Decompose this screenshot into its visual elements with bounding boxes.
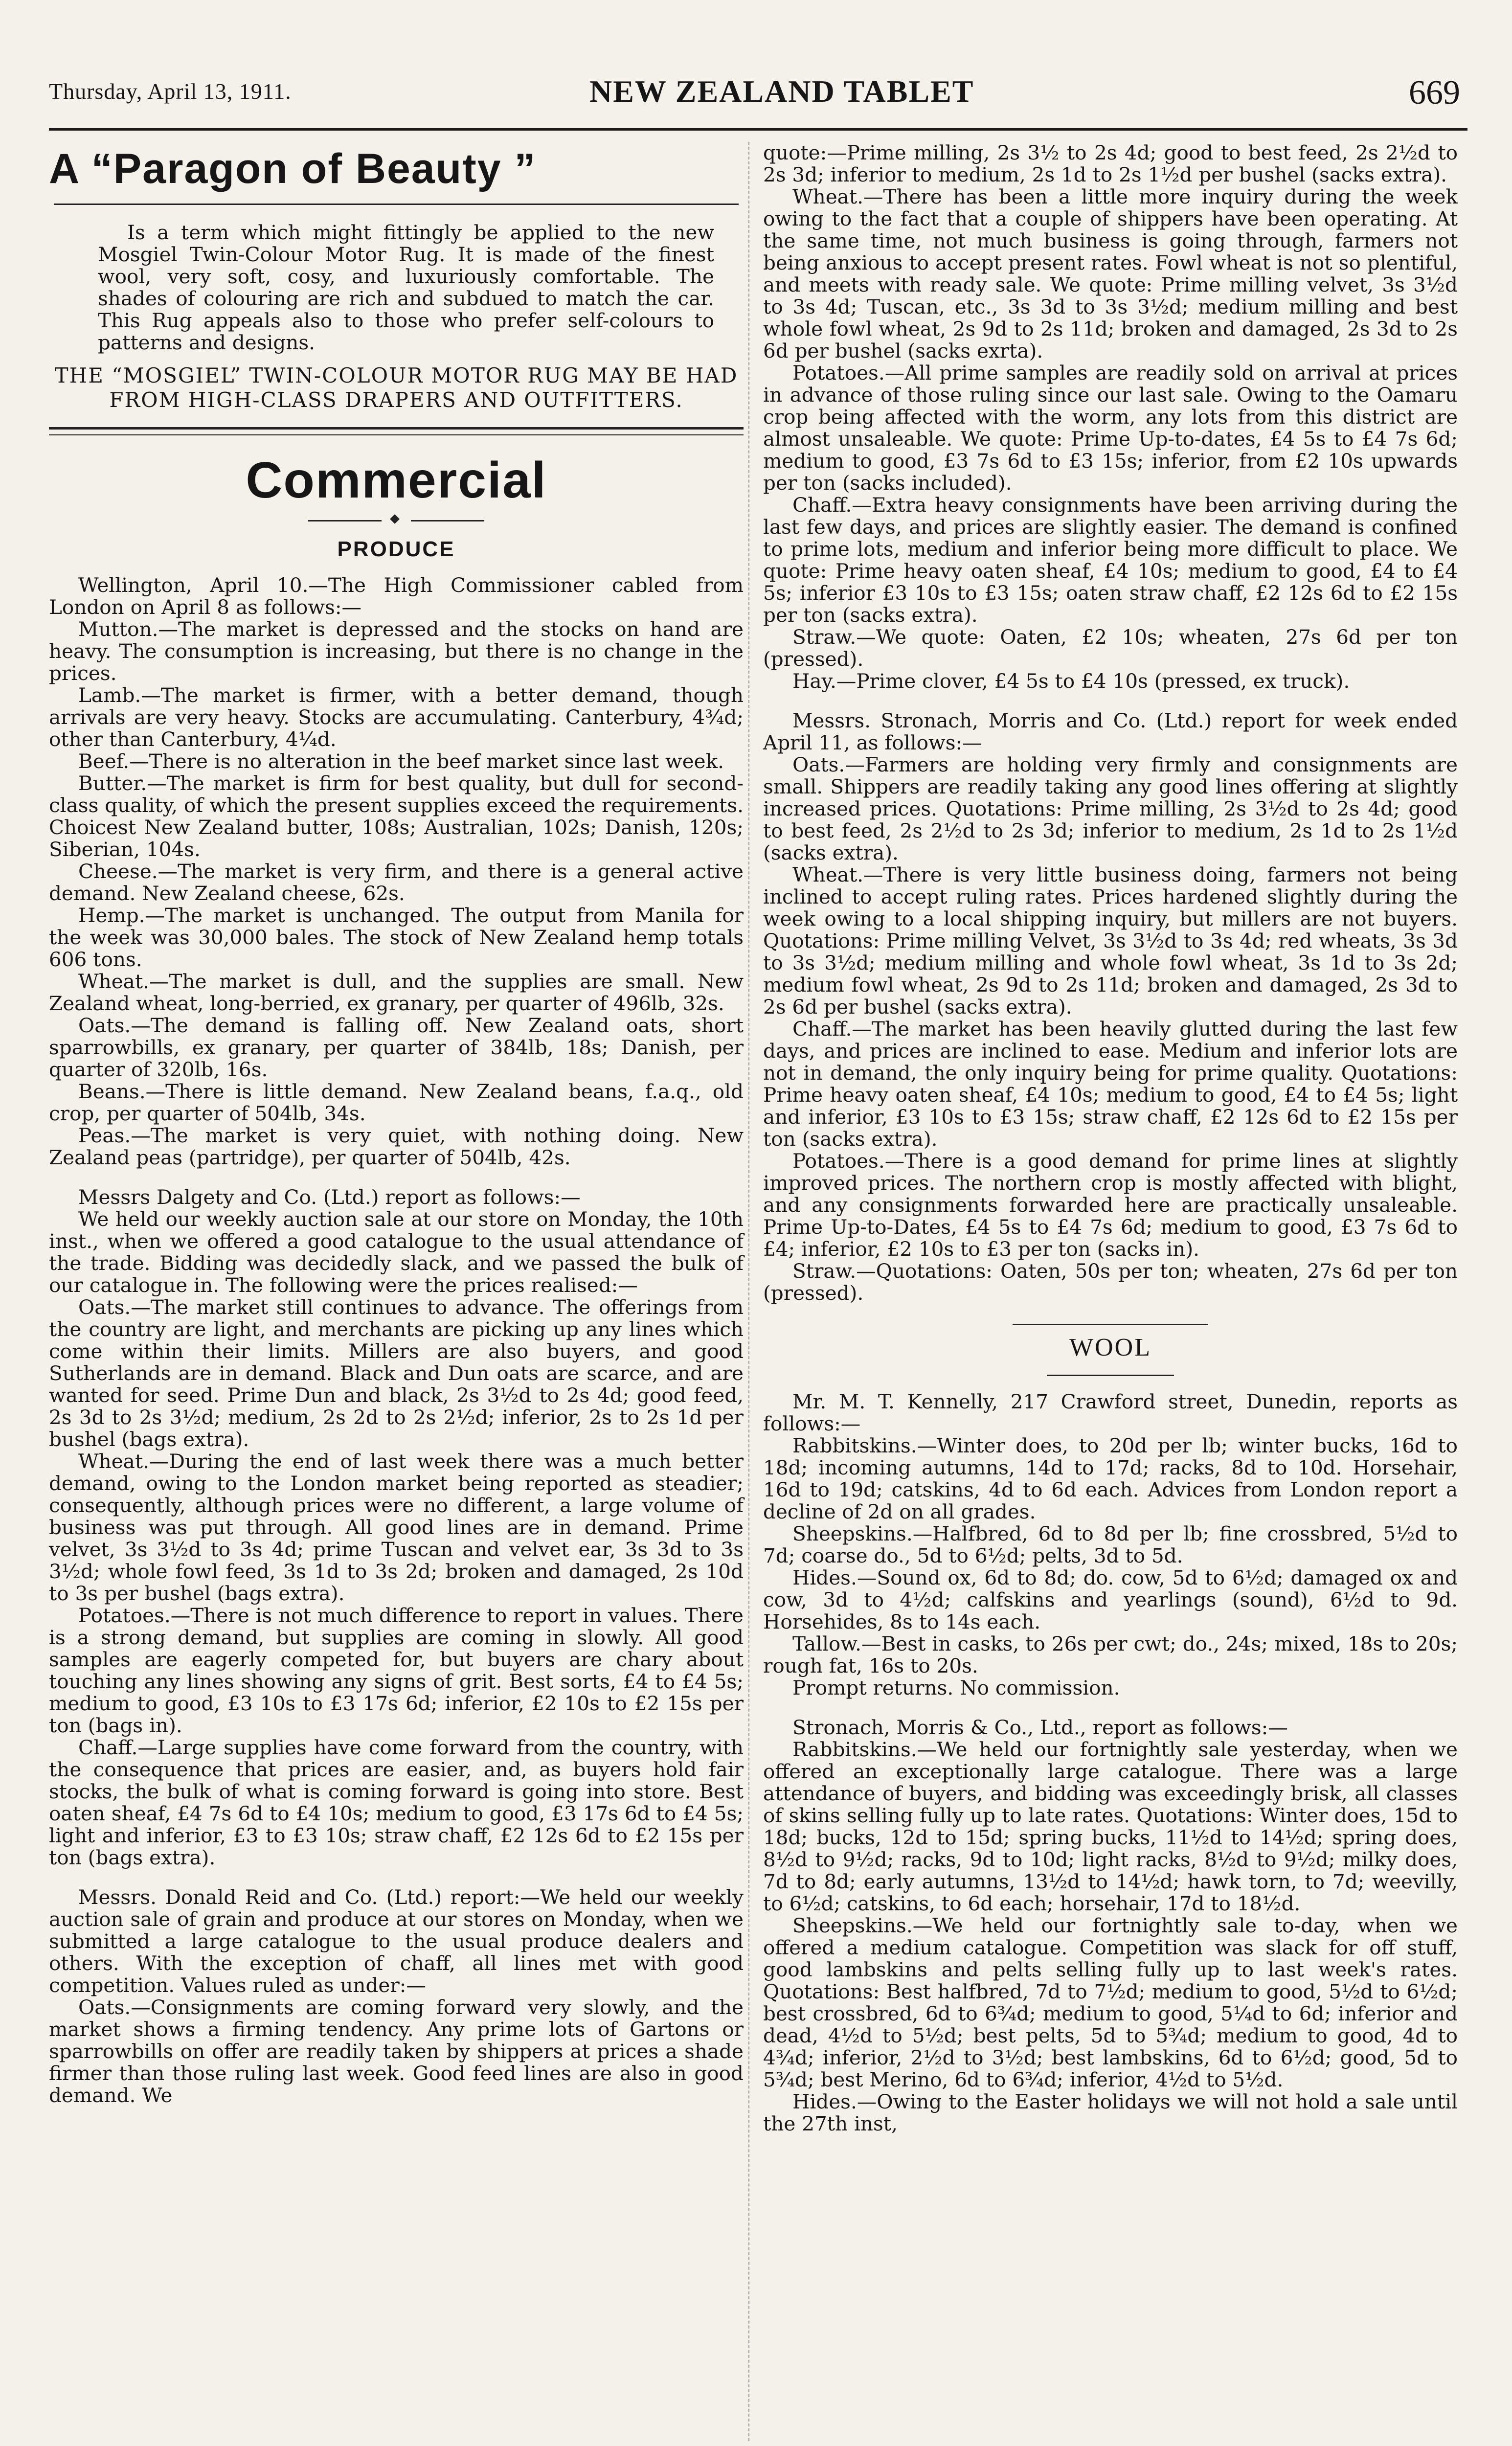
report-paragraph: Oats.—Consignments are coming forward very slowly, and the market shows a firming tendency. Any prime lots of Gartons or sparrowbills on offer are readily taken by shippers at prices a shade firmer than those ruling last week. Good feed lines are also in good demand. We (49, 1995, 744, 2107)
report-paragraph: Lamb.—The market is firmer, with a better demand, though arrivals are very heavy. Stocks are accumulating. Canterbury, 4¾d; other than Canterbury, 4¼d. (49, 683, 744, 751)
report-paragraph: quote:—Prime milling, 2s 3½ to 2s 4d; good to best feed, 2s 2½d to 2s 3d; inferior to medium, 2s 1d to 2s 1½d per bushel (sacks extra). (763, 141, 1458, 186)
report-paragraph: Butter.—The market is firm for best quality, but dull for second-class quality, of which the present supplies exceed the requirements. Choicest New Zealand butter, 108s; Australian, 102s; Danish, 120s; Siberian, 104s. (49, 771, 744, 861)
report-paragraph: Peas.—The market is very quiet, with nothing doing. New Zealand peas (partridge), per quarter of 504lb, 42s. (49, 1124, 744, 1169)
commercial-section (49, 450, 744, 2106)
report-paragraph: Oats.—Farmers are holding very firmly and consignments are small. Shippers are readily taking any good lines offering at slightly increased prices. Quotations: Prime milling, 2s 3½d to 2s 4d; good to best feed, 2s 2½d to 2s 3d; inferior to medium, 2s 1d to 2s 1½d (sacks extra). (763, 753, 1458, 864)
report-paragraph: Wellington, April 10.—The High Commissioner cabled from London on April 8 as follows:— (49, 573, 744, 619)
wool-paragraph: Prompt returns. No commission. (792, 1676, 1120, 1699)
wool-paragraph: Hides.—Owing to the Easter holidays we will not hold a sale until the 27th inst, (763, 2090, 1458, 2135)
wool-paragraph: Mr. M. T. Kennelly, 217 Crawford street, Dunedin, reports as follows:— (763, 1390, 1458, 1435)
column-divider (748, 142, 749, 2441)
report-paragraph: Straw.—We quote: Oaten, £2 10s; wheaten, 27s 6d per ton (pressed). (763, 625, 1458, 671)
advert-rule (54, 204, 739, 205)
produce-report-right (763, 142, 1458, 692)
report-paragraph: Chaff.—The market has been heavily glutted during the last few days, and prices are inclined to ease. Medium and inferior lots are not in demand, the only inquiry being for prime quality. Quotations: Prime heavy oaten sheaf, £4 10s; medium to good, £4 to £4 5s; light and inferior, £3 10s to £3 15s; straw chaff, £2 12s 6d to £2 15s per ton (sacks extra). (763, 1017, 1458, 1151)
report-paragraph: Cheese.—The market is very firm, and there is a general active demand. New Zealand cheese, 62s. (49, 860, 744, 905)
report-paragraph: Potatoes.—There is a good demand for prime lines at slightly improved prices. The northern crop is mostly affected with blight, and any consignments forwarded here are practically unsaleable. Prime Up-to-Dates, £4 5s to £4 7s 6d; medium to good, £3 7s 6d to £4; inferior, £2 10s to £3 per ton (sacks in). (763, 1149, 1458, 1261)
masthead-rule (49, 128, 1467, 131)
commercial-title: Commercial (246, 452, 547, 509)
report-paragraph: Wheat.—There has been a little more inquiry during the week owing to the fact that a couple of shippers have been operating. At the same time, not much business is going through, farmers not being anxious to accept present rates. Fowl wheat is not so plentiful, and meets with ready sale. We quote: Prime milling velvet, 3s 3½d to 3s 4d; Tuscan, etc., 3s 3d to 3s 3½d; medium milling and best whole fowl wheat, 2s 9d to 2s 11d; broken and damaged, 2s 3d to 2s 6d per bushel (sacks exrta). (763, 185, 1458, 362)
wool-paragraph: Sheepskins.—We held our fortnightly sale to-day, when we offered a medium catalogue. Competition was slack for off stuff, good lambskins and pelts selling fully up to last week's rates. Quotations: Best halfbred, 7d to 7½d; medium to good, 5½d to 6½d; best crossbred, 6d to 6¾d; medium to good, 5¼d to 6d; inferior and dead, 4½d to 5½d; best pelts, 5d to 5¾d; medium to good, 4d to 4¾d; inferior, 2½d to 3½d; best lambskins, 6d to 6½d; good, 5d to 5¾d; best Merino, 6d to 6¾d; inferior, 4½d to 5½d. (763, 1914, 1458, 2091)
issue-date: Thursday, April 13, 1911. (49, 79, 292, 104)
report-paragraph: Messrs Dalgety and Co. (Ltd.) report as follows:— (78, 1185, 581, 1209)
kennelly-report (763, 1391, 1458, 1699)
wool-paragraph: Tallow.—Best in casks, to 26s per cwt; do., 24s; mixed, 18s to 20s; rough fat, 16s to 20s. (763, 1632, 1458, 1677)
report-paragraph: Potatoes.—There is not much difference to report in values. There is a strong demand, but supplies are coming in slowly. All good samples are eagerly competed for, but buyers are chary about touching any lines showing any signs of grit. Best sorts, £4 to £4 5s; medium to good, £3 10s to £3 17s 6d; inferior, £2 10s to £2 15s per ton (bags in). (49, 1604, 744, 1737)
ornament-divider (308, 516, 484, 525)
report-paragraph: Chaff.—Large supplies have come forward from the country, with the consequence that prices are easier, and, as buyers hold fair stocks, the bulk of what is coming forward is going into store. Best oaten sheaf, £4 7s 6d to £4 10s; medium to good, £3 17s 6d to £4 5s; light and inferior, £3 to £3 10s; straw chaff, £2 12s 6d to £2 15s per ton (bags extra). (49, 1736, 744, 1869)
report-paragraph: Chaff.—Extra heavy consignments have been arriving during the last few days, and prices are slightly easier. The demand is confined to prime lots, medium and inferior being more difficult to place. We quote: Prime heavy oaten sheaf, £4 10s; medium to good, £4 to £4 5s; inferior £3 10s to £3 15s; oaten straw chaff, £2 12s 6d to £2 15s per ton (sacks extra). (763, 493, 1458, 627)
report-paragraph: Mutton.—The market is depressed and the stocks on hand are heavy. The consumption is increasing, but there is no change in the prices. (49, 617, 744, 685)
report-paragraph: Potatoes.—All prime samples are readily sold on arrival at prices in advance of those ruling since our last sale. Owing to the Oamaru crop being affected with the worm, any lots from this district are almost unsaleable. We quote: Prime Up-to-dates, £4 5s to £4 7s 6d; medium to good, £3 7s 6d to £3 15s; inferior, from £2 10s upwards per ton (sacks included). (763, 361, 1458, 495)
wool-heading: WOOL (1069, 1334, 1151, 1361)
report-paragraph: Hemp.—The market is unchanged. The output from Manila for the week was 30,000 bales. The stock of New Zealand hemp totals 606 tons. (49, 904, 744, 971)
report-paragraph: Beans.—There is little demand. New Zealand beans, f.a.q., old crop, per quarter of 504lb, 34s. (49, 1080, 744, 1125)
report-paragraph: Wheat.—The market is dull, and the supplies are small. New Zealand wheat, long-berried, ex granary, per quarter of 496lb, 32s. (49, 970, 744, 1015)
report-paragraph: Beef.—There is no alteration in the beef market since last week. (78, 749, 724, 773)
masthead (49, 73, 1467, 122)
advert-tagline: THE “MOSGIEL” TWIN-COLOUR MOTOR RUG MAY BE HAD FROM HIGH-CLASS DRAPERS AND OUTFITTERS. (54, 363, 738, 412)
advert-body: Is a term which might fittingly be applied to the new Mosgiel Twin-Colour Motor Rug. It is made of the finest wool, very soft, cosy, and luxuriously comfortable. The shades of colouring are rich and subdued to match the car. This Rug appeals also to those who prefer self-colours to patterns and designs. (98, 221, 714, 354)
report-paragraph: Wheat.—During the end of last week there was a much better demand, owing to the London market being reported as steadier; consequently, although prices were no different, a large volume of business was put through. All good lines are in demand. Prime velvet, 3s 3½d to 3s 4d; prime Tuscan and velvet ear, 3s 3d to 3s 3½d; whole fowl feed, 3s 1d to 3s 2d; broken and damaged, 2s 10d to 3s per bushel (bags extra). (49, 1449, 744, 1605)
report-paragraph: We held our weekly auction sale at our store on Monday, the 10th inst., when we offered a good catalogue to the usual attendance of the trade. Bidding was decidedly slack, and we passed the bulk of our catalogue in. The following were the prices realised:— (49, 1207, 744, 1297)
page-number: 669 (1409, 74, 1460, 112)
report-paragraph: Oats.—The market still continues to advance. The offerings from the country are light, and merchants are picking up any lines which come within their limits. Millers are also buyers, and good Sutherlands are in demand. Black and Dun oats are scarce, and are wanted for seed. Prime Dun and black, 2s 3½d to 2s 4d; good feed, 2s 3d to 2s 3½d; medium, 2s 2d to 2s 2½d; inferior, 2s to 2s 1d per bushel (bags extra). (49, 1295, 744, 1451)
report-paragraph: Oats.—The demand is falling off. New Zealand oats, short sparrowbills, ex granary, per quarter of 384lb, 18s; Danish, per quarter of 320lb, 16s. (49, 1014, 744, 1081)
wool-paragraph: Rabbitskins.—Winter does, to 20d per lb; winter bucks, 16d to 18d; incoming autumns, 14d to 17d; racks, 8d to 10d. Horsehair, 16d to 19d; catskins, 4d to 6d each. Advices from London report a decline of 2d on all grades. (763, 1434, 1458, 1523)
wool-paragraph: Hides.—Sound ox, 6d to 8d; do. cow, 5d to 6½d; damaged ox and cow, 3d to 4½d; calfskins and yearlings (sound), 6½d to 9d. Horsehides, 8s to 14s each. (763, 1566, 1458, 1633)
stronach-produce-report (763, 710, 1458, 1304)
left-column (49, 142, 744, 2106)
newspaper-title: NEW ZEALAND TABLET (589, 74, 974, 109)
wool-paragraph: Sheepskins.—Halfbred, 6d to 8d per lb; fine crossbred, 5½d to 7d; coarse do., 5d to 6½d; pelts, 3d to 5d. (763, 1522, 1458, 1567)
report-paragraph: Hay.—Prime clover, £4 5s to £4 10s (pressed, ex truck). (792, 669, 1350, 693)
advert-headline: A “Paragon of Beauty ” (49, 145, 537, 192)
report-paragraph: Straw.—Quotations: Oaten, 50s per ton; wheaten, 27s 6d per ton (pressed). (763, 1259, 1458, 1305)
wool-paragraph: Rabbitskins.—We held our fortnightly sale yesterday, when we offered an exceptionally large catalogue. There was a large attendance of buyers, and bidding was exceedingly brisk, all classes of skins selling fully up to late rates. Quotations: Winter does, 15d to 18d; bucks, 12d to 15d; spring bucks, 11½d to 14½d; spring does, 8½d to 9½d; racks, 9d to 10d; light racks, 8½d to 9½d; milky does, 7d to 8d; early autumns, 13½d to 14½d; hawk torn, to 7d; weevilly, to 6½d; catskins, to 6d each; horsehair, 17d to 18½d. (763, 1738, 1458, 1915)
produce-heading: PRODUCE (337, 537, 455, 561)
produce-report-left (49, 574, 744, 2106)
report-paragraph: Messrs. Stronach, Morris and Co. (Ltd.) report for week ended April 11, as follows:— (763, 709, 1458, 754)
wool-rule (1013, 1324, 1208, 1325)
section-rule (49, 427, 744, 435)
report-paragraph: Wheat.—There is very little business doing, farmers not being inclined to accept ruling rates. Prices hardened slightly during the week owing to a local shipping inquiry, but millers are not buyers. Quotations: Prime milling Velvet, 3s 3½d to 3s 4d; red wheats, 3s 3d to 3s 3½d; medium milling and whole fowl wheat, 3s 1d to 3s 2d; medium fowl wheat, 2s 9d to 2s 11d; broken and damaged, 2s 3d to 2s 6d per bushel (sacks extra). (763, 863, 1458, 1019)
stronach-wool-report (763, 1717, 1458, 2135)
report-paragraph: Messrs. Donald Reid and Co. (Ltd.) report:—We held our weekly auction sale of grain and produce at our stores on Monday, when we submitted a large catalogue to the usual produce dealers and others. With the exception of chaff, all lines met with good competition. Values ruled as under:— (49, 1885, 744, 1997)
wool-rule-lower (1047, 1375, 1174, 1376)
wool-paragraph: Stronach, Morris & Co., Ltd., report as follows:— (792, 1716, 1288, 1739)
advertisement (49, 142, 744, 412)
right-column (763, 142, 1458, 2135)
